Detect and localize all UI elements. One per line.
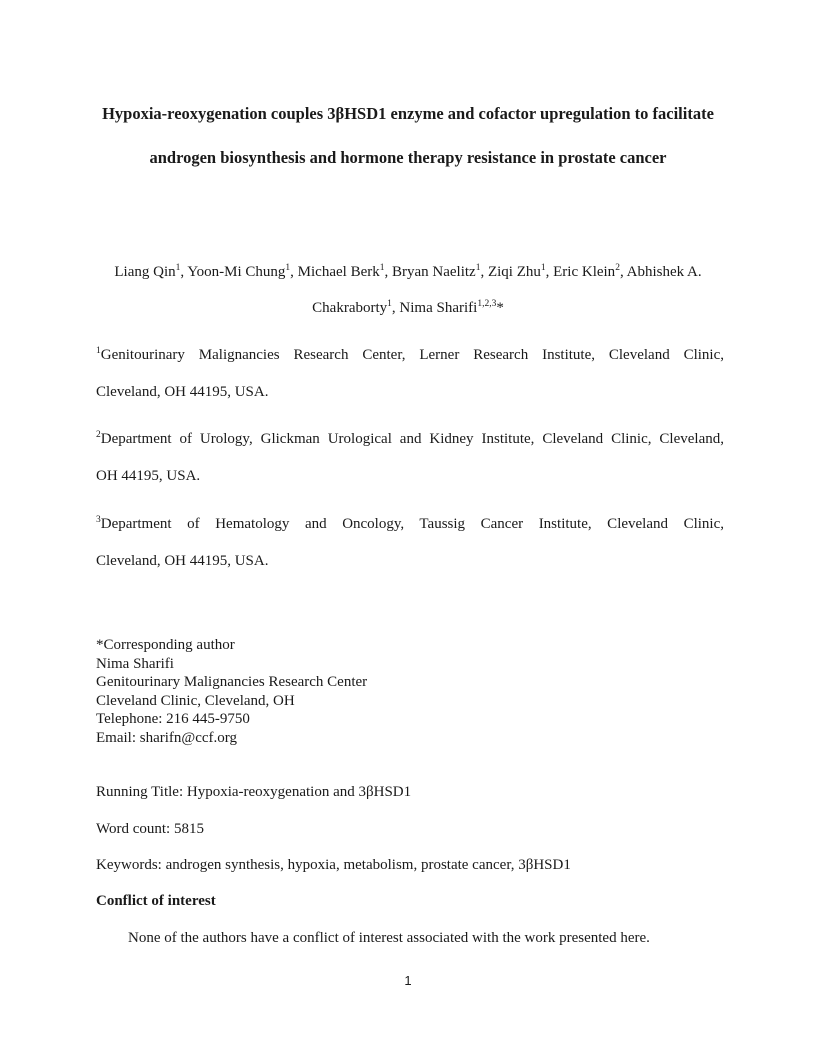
corresponding-name: Nima Sharifi: [96, 655, 174, 672]
author: Bryan Naelitz$^1$,: [391, 263, 488, 280]
corresponding-email: Email: sharifn@ccf.org: [96, 729, 237, 746]
affiliation-2: [96, 421, 724, 495]
corresponding-heading: *Corresponding author: [96, 637, 235, 653]
affiliation-1: [96, 337, 724, 411]
running-title: Running Title: Hypoxia-reoxygenation and 3βHSD1: [96, 784, 412, 800]
affiliation-3: [96, 506, 724, 580]
page-number: 1: [404, 973, 412, 988]
conflict-text: None of the authors have a conflict of interest associated with the work presented here.: [128, 930, 650, 946]
corresponding-telephone: Telephone: 216 445-9750: [96, 711, 250, 727]
author-list: [96, 254, 720, 326]
affiliation-number: 1: [96, 346, 101, 356]
affiliation-text: Department of Hematology and Oncology, Taussig Cancer Institute, Cleveland Clinic,: [100, 516, 724, 532]
word-count: Word count: 5815: [96, 821, 204, 837]
affiliation-text: Department of Urology, Glickman Urological and Kidney Institute, Cleveland Clinic, Cleveland,: [100, 431, 724, 447]
affiliation-number: 3: [96, 515, 101, 525]
paper-title: Hypoxia-reoxygenation couples 3βHSD1 enzyme and cofactor upregulation to facilitate androgen biosynthesis and hormone therapy resistance in prostate cancer: [102, 104, 714, 167]
author: Michael Berk$^1$,: [297, 263, 392, 280]
conflict-heading: Conflict of interest: [96, 893, 216, 909]
keywords: Keywords: androgen synthesis, hypoxia, metabolism, prostate cancer, 3βHSD1: [96, 857, 571, 873]
corresponding-center: Genitourinary Malignancies Research Center: [96, 674, 368, 690]
corresponding-location: Cleveland Clinic, Cleveland, OH: [96, 692, 295, 709]
author: Yoon-Mi Chung$^1$,: [187, 263, 298, 280]
affiliation-number: 2: [96, 430, 101, 440]
affiliation-text: Genitourinary Malignancies Research Center, Lerner Research Institute, Cleveland Clinic,: [100, 347, 724, 363]
author: Liang Qin$^1$,: [114, 263, 188, 280]
author: Ziqi Zhu$^1$,: [487, 263, 554, 280]
affiliation-text-cont: Cleveland, OH 44195, USA.: [96, 553, 269, 569]
author: Abhishek A. Chakraborty$^1$,: [312, 264, 702, 316]
author: Nima Sharifi$^{1,2,3}$*: [399, 299, 504, 316]
author: Eric Klein$^2$,: [553, 263, 627, 280]
affiliation-text-cont: OH 44195, USA.: [96, 468, 201, 484]
affiliation-text-cont: Cleveland, OH 44195, USA.: [96, 384, 269, 400]
corresponding-author-block: [96, 636, 367, 747]
